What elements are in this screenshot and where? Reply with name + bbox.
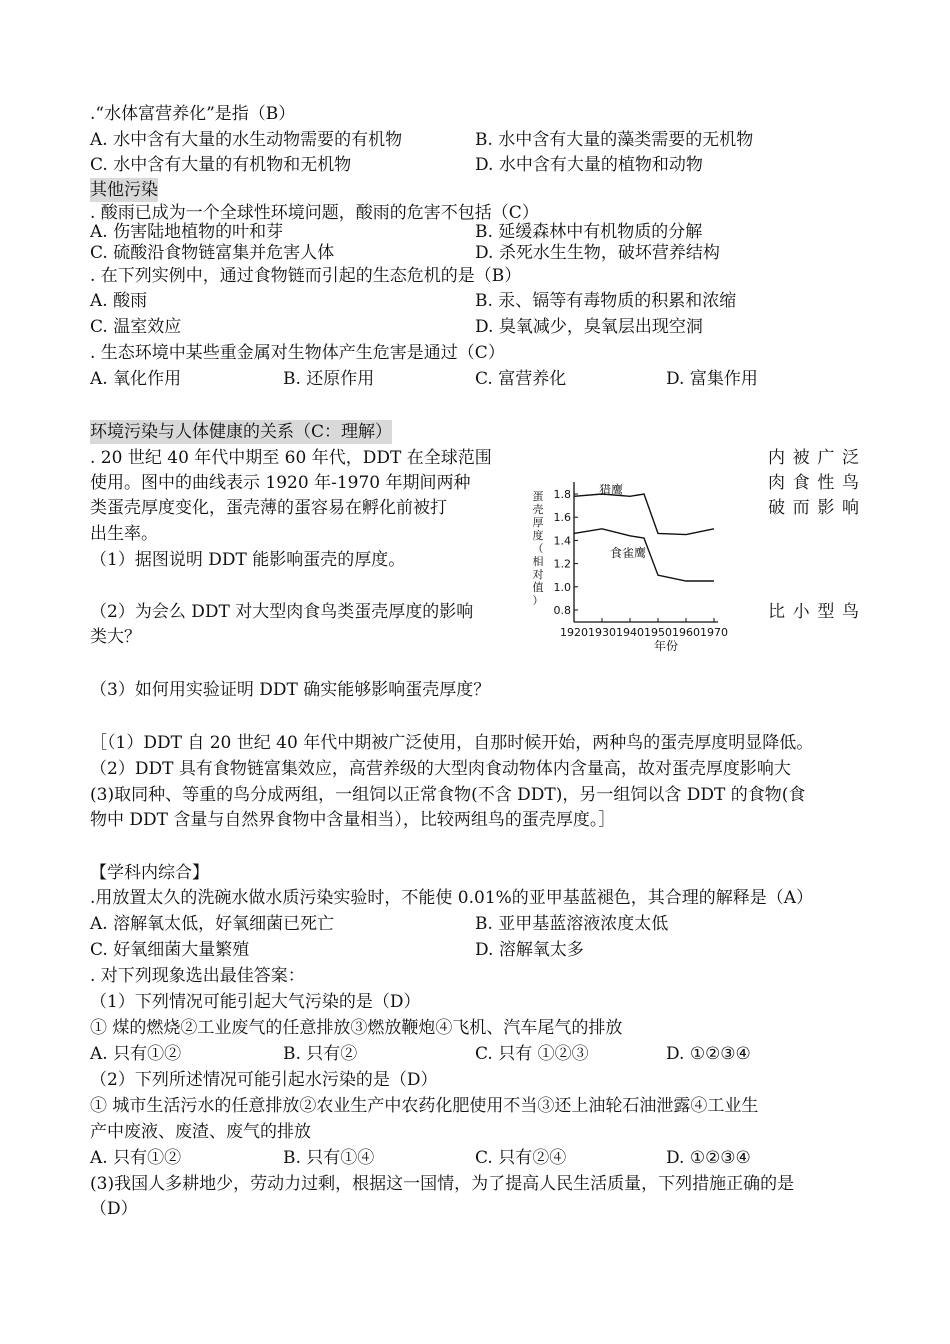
eggshell-thickness-chart <box>518 452 740 657</box>
x-tick-label: 1930 <box>588 626 616 639</box>
sub-question-items: ① 城市生活污水的任意排放②农业生产中农药化肥使用不当③还上油轮石油泄露④工业生 <box>90 1096 759 1116</box>
y-tick-label: 1.2 <box>553 557 571 571</box>
option-a: A. 只有①② <box>90 1148 182 1168</box>
sub-question-2: （2）为会么 DDT 对大型肉食鸟类蛋壳厚度的影响 <box>90 602 474 622</box>
sub-question-2-cont: 类大？ <box>90 627 141 647</box>
question-stem: .用放置太久的洗碗水做水质污染实验时，不能使 0.01%的亚甲基蓝褪色，其合理的解释是（A） <box>90 888 814 908</box>
option-c: C. 富营养化 <box>475 369 567 389</box>
x-tick-label: 1970 <box>700 626 728 639</box>
option-c: C. 只有②④ <box>475 1148 567 1168</box>
y-axis-label-char: 相 <box>532 555 544 568</box>
option-c: C. 好氧细菌大量繁殖 <box>90 940 250 960</box>
option-d: D. 臭氧减少，臭氧层出现空洞 <box>475 317 703 337</box>
question-text: 类蛋壳厚度变化，蛋壳薄的蛋容易在孵化前被打 <box>90 498 447 518</box>
sub-question-3: （3）如何用实验证明 DDT 确实能够影响蛋壳厚度？ <box>90 680 491 700</box>
series-line-falcon <box>574 494 714 535</box>
y-axis-label-char: 值 <box>532 581 544 594</box>
series-label-sparrowhawk: 食雀鹰 <box>610 546 647 560</box>
answer-line: ［（1）DDT 自 20 世纪 40 年代中期被广泛使用，自那时候开始，两种鸟的蛋壳厚度明显降低。 <box>90 733 814 753</box>
x-tick-label: 1960 <box>672 626 700 639</box>
x-tick-label: 1920 <box>560 626 588 639</box>
option-b: B. 只有①④ <box>283 1148 375 1168</box>
option-c: C. 水中含有大量的有机物和无机物 <box>90 155 352 175</box>
answer-line: (3)取同种、等重的鸟分成两组，一组饲以正常食物(不含 DDT)，另一组饲以含 DDT 的食物(食 <box>90 785 806 805</box>
option-b: B. 还原作用 <box>283 369 375 389</box>
option-a: A. 氧化作用 <box>90 369 182 389</box>
option-b: B. 延缓森林中有机物质的分解 <box>475 222 703 242</box>
question-stem: .“水体富营养化”是指（B） <box>90 104 296 124</box>
x-tick-label: 1940 <box>616 626 644 639</box>
section-heading: 环境污染与人体健康的关系（C：理解） <box>90 422 393 442</box>
answer-line: 物中 DDT 含量与自然界食物中含量相当），比较两组鸟的蛋壳厚度。］ <box>90 810 616 830</box>
sub-question-2: （2）下列所述情况可能引起水污染的是（D） <box>90 1070 438 1090</box>
option-c: C. 温室效应 <box>90 317 182 337</box>
option-a: A. 溶解氧太低，好氧细菌已死亡 <box>90 914 335 934</box>
sub-question-3-cont: （D） <box>90 1199 138 1219</box>
sub-question-1: （1）下列情况可能引起大气污染的是（D） <box>90 992 421 1012</box>
x-axis-label: 年份 <box>653 639 679 653</box>
y-tick-label: 1.8 <box>553 488 571 501</box>
option-b: B. 汞、镉等有毒物质的积累和浓缩 <box>475 291 737 311</box>
x-tick-label: 1950 <box>644 626 672 639</box>
option-a: A. 水中含有大量的水生动物需要的有机物 <box>90 130 403 150</box>
y-axis-label-char: 厚 <box>532 516 544 529</box>
y-axis-label-char: 度 <box>532 529 544 542</box>
sub-question-items: 产中废液、废渣、废气的排放 <box>90 1122 311 1142</box>
series-label-falcon: 猎鹰 <box>599 483 624 497</box>
question-stem: . 对下列现象选出最佳答案： <box>90 966 305 986</box>
y-tick-label: 1.6 <box>553 511 571 525</box>
series-lines <box>574 494 714 581</box>
option-d: D. 富集作用 <box>666 369 758 389</box>
y-tick-label: 0.8 <box>553 604 571 617</box>
y-axis-label-char: 壳 <box>532 503 544 516</box>
option-a: A. 伤害陆地植物的叶和芽 <box>90 222 284 242</box>
answer-line: （2）DDT 具有食物链富集效应，高营养级的大型肉食动物体内含量高，故对蛋壳厚度影响大 <box>90 759 791 779</box>
question-stem: . 在下列实例中，通过食物链而引起的生态危机的是（B） <box>90 266 522 286</box>
option-d: D. 水中含有大量的植物和动物 <box>475 155 703 175</box>
question-text: 出生率。 <box>90 524 158 544</box>
option-a: A. 只有①② <box>90 1044 182 1064</box>
option-b: B. 水中含有大量的藻类需要的无机物 <box>475 130 754 150</box>
option-d: D. 杀死水生生物，破坏营养结构 <box>475 243 720 263</box>
y-axis-label-char: ） <box>532 594 544 607</box>
sub-question-items: ① 煤的燃烧②工业废气的任意排放③燃放鞭炮④飞机、汽车尾气的排放 <box>90 1018 623 1038</box>
question-text: 使用。图中的曲线表示 1920 年-1970 年期间两种 <box>90 473 471 493</box>
y-axis-label-char: 对 <box>532 568 544 581</box>
option-c: C. 只有 ①②③ <box>475 1044 589 1064</box>
y-axis-label-char: （ <box>532 542 544 555</box>
y-tick-label: 1.0 <box>553 580 571 594</box>
sub-question-3: (3)我国人多耕地少，劳动力过剩，根据这一国情，为了提高人民生活质量，下列措施正确的是 <box>90 1174 795 1194</box>
option-b: B. 亚甲基蓝溶液浓度太低 <box>475 914 669 934</box>
option-d: D. ①②③④ <box>666 1148 751 1168</box>
option-c: C. 硫酸沿食物链富集并危害人体 <box>90 243 335 263</box>
option-d: D. 溶解氧太多 <box>475 940 584 960</box>
y-axis-label <box>533 490 544 607</box>
question-stem: . 酸雨已成为一个全球性环境问题，酸雨的危害不包括（C） <box>90 203 539 223</box>
option-d: D. ①②③④ <box>666 1044 751 1064</box>
section-heading: 其他污染 <box>90 180 158 200</box>
section-heading: 【学科内综合】 <box>90 863 209 883</box>
question-text-right: 内 被 广 泛 <box>768 448 859 468</box>
question-stem: . 生态环境中某些重金属对生物体产生危害是通过（C） <box>90 343 505 363</box>
question-text-right: 破 而 影 响 <box>768 498 859 518</box>
option-a: A. 酸雨 <box>90 291 148 311</box>
question-text-right: 肉 食 性 鸟 <box>768 473 859 493</box>
question-stem: . 20 世纪 40 年代中期至 60 年代，DDT 在全球范围 <box>90 448 492 468</box>
x-ticks <box>560 618 728 639</box>
y-axis-label-char: 蛋 <box>532 490 544 503</box>
y-tick-label: 1.4 <box>553 534 571 548</box>
question-text-right: 比 小 型 鸟 <box>768 602 859 622</box>
sub-question-1: （1）据图说明 DDT 能影响蛋壳的厚度。 <box>90 550 406 570</box>
option-b: B. 只有② <box>283 1044 358 1064</box>
